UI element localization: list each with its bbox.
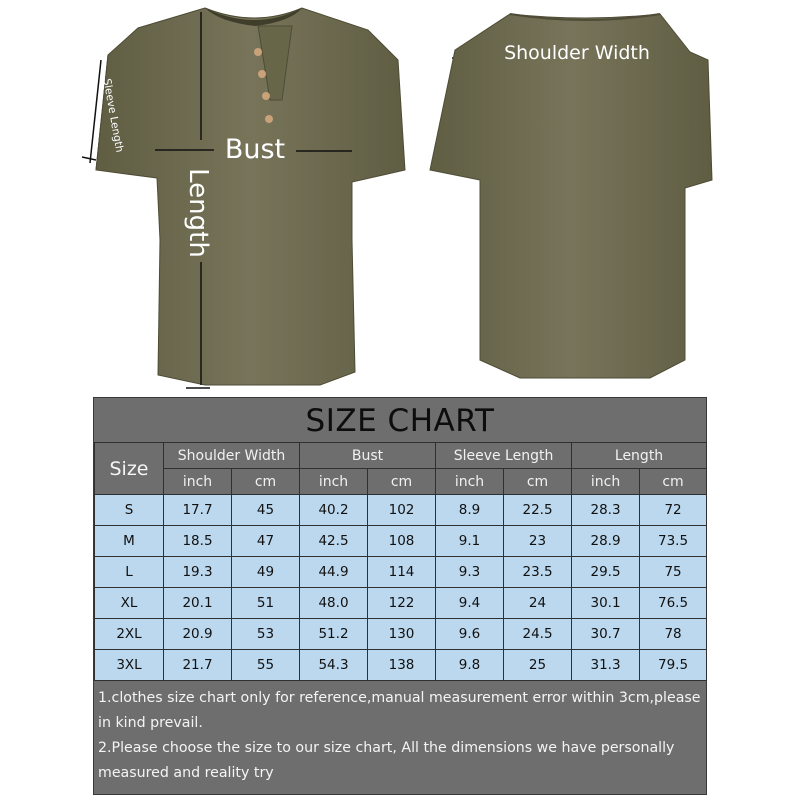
unit-header: cm <box>368 469 436 495</box>
size-cell: S <box>95 495 164 526</box>
table-row <box>95 526 707 557</box>
value-cell: 20.1 <box>164 588 232 619</box>
value-cell: 73.5 <box>640 526 707 557</box>
value-cell: 9.1 <box>436 526 504 557</box>
size-cell: M <box>95 526 164 557</box>
size-cell: 2XL <box>95 619 164 650</box>
unit-header: cm <box>640 469 707 495</box>
value-cell: 31.3 <box>572 650 640 681</box>
unit-header: inch <box>572 469 640 495</box>
value-cell: 102 <box>368 495 436 526</box>
group-header: Length <box>572 443 707 469</box>
value-cell: 9.6 <box>436 619 504 650</box>
value-cell: 21.7 <box>164 650 232 681</box>
unit-header: inch <box>436 469 504 495</box>
value-cell: 28.9 <box>572 526 640 557</box>
size-cell: XL <box>95 588 164 619</box>
value-cell: 9.3 <box>436 557 504 588</box>
value-cell: 22.5 <box>504 495 572 526</box>
value-cell: 49 <box>232 557 300 588</box>
value-cell: 48.0 <box>300 588 368 619</box>
group-header: Shoulder Width <box>164 443 300 469</box>
value-cell: 79.5 <box>640 650 707 681</box>
value-cell: 54.3 <box>300 650 368 681</box>
value-cell: 20.9 <box>164 619 232 650</box>
value-cell: 51 <box>232 588 300 619</box>
size-cell: L <box>95 557 164 588</box>
length-label: Length <box>183 168 213 258</box>
value-cell: 76.5 <box>640 588 707 619</box>
value-cell: 108 <box>368 526 436 557</box>
value-cell: 28.3 <box>572 495 640 526</box>
value-cell: 40.2 <box>300 495 368 526</box>
size-table <box>94 442 707 681</box>
note-2: 2.Please choose the size to our size chart, All the dimensions we have personally measured and reality try <box>98 740 675 781</box>
unit-header: inch <box>300 469 368 495</box>
note-1: 1.clothes size chart only for reference,manual measurement error within 3cm,please in kind prevail. <box>98 690 701 731</box>
value-cell: 17.7 <box>164 495 232 526</box>
size-column-header: Size <box>95 443 164 495</box>
value-cell: 130 <box>368 619 436 650</box>
value-cell: 53 <box>232 619 300 650</box>
table-header-groups <box>95 443 707 469</box>
value-cell: 75 <box>640 557 707 588</box>
value-cell: 44.9 <box>300 557 368 588</box>
group-header: Sleeve Length <box>436 443 572 469</box>
value-cell: 42.5 <box>300 526 368 557</box>
value-cell: 23.5 <box>504 557 572 588</box>
bust-label: Bust <box>224 134 286 165</box>
unit-header: cm <box>232 469 300 495</box>
value-cell: 18.5 <box>164 526 232 557</box>
value-cell: 78 <box>640 619 707 650</box>
value-cell: 47 <box>232 526 300 557</box>
value-cell: 45 <box>232 495 300 526</box>
value-cell: 29.5 <box>572 557 640 588</box>
table-row <box>95 588 707 619</box>
table-row <box>95 557 707 588</box>
value-cell: 8.9 <box>436 495 504 526</box>
front-shirt-image <box>96 8 405 385</box>
value-cell: 30.1 <box>572 588 640 619</box>
value-cell: 19.3 <box>164 557 232 588</box>
size-notes <box>94 686 706 786</box>
value-cell: 24 <box>504 588 572 619</box>
value-cell: 114 <box>368 557 436 588</box>
value-cell: 30.7 <box>572 619 640 650</box>
sleeve-length-label: Sleeve Length <box>100 77 126 154</box>
value-cell: 24.5 <box>504 619 572 650</box>
value-cell: 55 <box>232 650 300 681</box>
value-cell: 9.4 <box>436 588 504 619</box>
table-row <box>95 495 707 526</box>
back-shirt-image <box>430 14 712 378</box>
size-cell: 3XL <box>95 650 164 681</box>
value-cell: 23 <box>504 526 572 557</box>
value-cell: 51.2 <box>300 619 368 650</box>
unit-header: inch <box>164 469 232 495</box>
value-cell: 122 <box>368 588 436 619</box>
chart-title: SIZE CHART <box>305 403 495 439</box>
value-cell: 9.8 <box>436 650 504 681</box>
shoulder-width-label: Shoulder Width <box>504 42 650 64</box>
unit-header: cm <box>504 469 572 495</box>
value-cell: 25 <box>504 650 572 681</box>
group-header: Bust <box>300 443 436 469</box>
product-images <box>0 0 800 395</box>
size-chart <box>93 397 707 795</box>
value-cell: 72 <box>640 495 707 526</box>
value-cell: 138 <box>368 650 436 681</box>
table-header-units <box>95 469 707 495</box>
table-row <box>95 619 707 650</box>
table-row <box>95 650 707 681</box>
